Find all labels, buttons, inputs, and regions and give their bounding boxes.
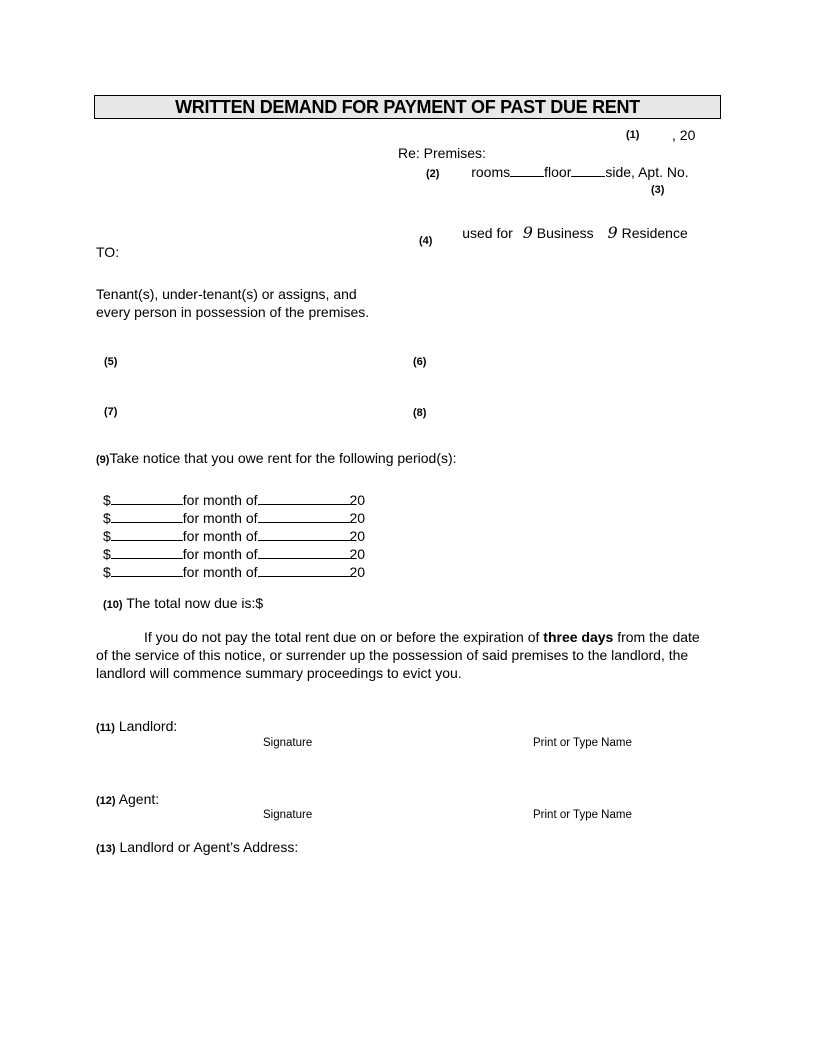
for-month-label: for month of xyxy=(182,546,258,562)
eviction-paragraph xyxy=(96,628,700,682)
residence-checkbox-icon[interactable]: 9 xyxy=(607,223,618,242)
total-text: The total now due is:$ xyxy=(126,595,264,611)
field-number-9: (9) xyxy=(96,454,110,466)
field-number-10: (10) xyxy=(103,599,123,611)
business-label: Business xyxy=(536,225,594,241)
total-line xyxy=(103,595,263,611)
dollar-sign: $ xyxy=(103,492,111,508)
field-number-8: (8) xyxy=(413,407,427,419)
landlord-line xyxy=(96,718,177,734)
agent-signature-caption: Signature xyxy=(263,809,313,821)
dollar-sign: $ xyxy=(103,510,111,526)
field-number-5: (5) xyxy=(104,356,118,368)
paragraph-part-2: from the date of the service of this notice, or surrender up the possession of said premises to the landlord, the landlord will commence summary proceedings to evict you. xyxy=(96,629,700,681)
landlord-print-name-caption: Print or Type Name xyxy=(533,737,632,749)
rooms-blank[interactable] xyxy=(510,163,544,177)
month-blank[interactable] xyxy=(258,527,350,541)
tenant-line-2: every person in possession of the premises. xyxy=(96,304,370,320)
amount-blank[interactable] xyxy=(111,563,183,577)
to-label: TO: xyxy=(96,244,120,260)
address-line xyxy=(96,839,298,855)
notice-text: Take notice that you owe rent for the following period(s): xyxy=(109,450,457,466)
residence-label: Residence xyxy=(621,225,688,241)
premises-line xyxy=(426,163,689,180)
for-month-label: for month of xyxy=(182,528,258,544)
amount-blank[interactable] xyxy=(111,509,183,523)
for-month-label: for month of xyxy=(182,510,258,526)
month-blank[interactable] xyxy=(258,509,350,523)
field-number-12: (12) xyxy=(96,795,116,807)
field-number-3: (3) xyxy=(651,184,665,196)
dollar-sign: $ xyxy=(103,528,111,544)
month-blank[interactable] xyxy=(258,491,350,505)
document-title: WRITTEN DEMAND FOR PAYMENT OF PAST DUE RENT xyxy=(94,95,721,119)
tenant-line-1: Tenant(s), under-tenant(s) or assigns, and xyxy=(96,286,357,302)
floor-blank[interactable] xyxy=(571,163,605,177)
month-blank[interactable] xyxy=(258,563,350,577)
side-apt-label: side, Apt. No. xyxy=(605,164,689,180)
year-prefix: 20 xyxy=(349,492,366,508)
rent-row xyxy=(103,491,365,508)
amount-blank[interactable] xyxy=(111,527,183,541)
business-checkbox-icon[interactable]: 9 xyxy=(522,223,533,242)
paragraph-bold-three-days: three days xyxy=(543,629,614,645)
amount-blank[interactable] xyxy=(111,545,183,559)
used-for-label: used for xyxy=(462,225,513,241)
rent-row xyxy=(103,527,365,544)
field-number-4: (4) xyxy=(419,235,433,247)
rent-row xyxy=(103,563,365,580)
floor-label: floor xyxy=(544,164,572,180)
year-prefix: 20 xyxy=(349,564,366,580)
rooms-label: rooms xyxy=(471,164,511,180)
field-number-11: (11) xyxy=(96,722,115,734)
re-premises-label: Re: Premises: xyxy=(398,145,486,161)
month-blank[interactable] xyxy=(258,545,350,559)
dollar-sign: $ xyxy=(103,564,111,580)
year-prefix: 20 xyxy=(349,546,366,562)
rent-row xyxy=(103,545,365,562)
paragraph-part-1: If you do not pay the total rent due on or before the expiration of xyxy=(144,629,544,645)
field-number-2: (2) xyxy=(426,168,440,180)
for-month-label: for month of xyxy=(182,492,258,508)
agent-line xyxy=(96,791,159,807)
field-number-7: (7) xyxy=(104,406,118,418)
notice-line xyxy=(96,450,457,466)
dollar-sign: $ xyxy=(103,546,111,562)
landlord-label: Landlord: xyxy=(118,718,178,734)
field-number-13: (13) xyxy=(96,843,116,855)
agent-label: Agent: xyxy=(118,791,160,807)
amount-blank[interactable] xyxy=(111,491,183,505)
year-prefix: 20 xyxy=(349,528,366,544)
use-line xyxy=(419,223,688,247)
address-label: Landlord or Agent’s Address: xyxy=(119,839,299,855)
for-month-label: for month of xyxy=(182,564,258,580)
landlord-signature-caption: Signature xyxy=(263,737,313,749)
date-year-prefix: , 20 xyxy=(672,127,696,143)
field-number-1: (1) xyxy=(626,129,640,141)
field-number-6: (6) xyxy=(413,356,427,368)
year-prefix: 20 xyxy=(349,510,366,526)
agent-print-name-caption: Print or Type Name xyxy=(533,809,632,821)
rent-row xyxy=(103,509,365,526)
